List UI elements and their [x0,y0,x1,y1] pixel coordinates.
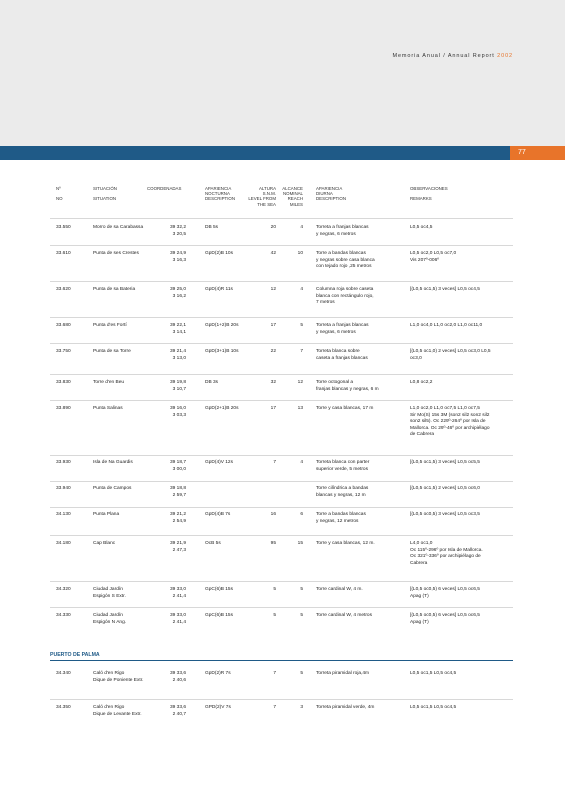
cell-coordinates: 39 33,6 2 40,7 [169,705,186,717]
cell-situation: Ciudad Jardín Espigón N Ang. [93,613,127,625]
cell-level: 7 [273,460,276,465]
cell-level: 7 [273,705,276,710]
cell-coordinates: 39 24,9 3 16,3 [169,251,186,263]
cell-situation: Punta Plana [93,512,120,517]
cell-coordinates: 39 32,2 3 20,5 [169,225,186,237]
cell-number: 33.750 [56,349,71,354]
cell-night-description: GpC(6)B 15s [205,613,233,618]
cell-number: 34.130 [56,512,71,517]
cell-level: 95 [270,541,276,546]
cell-night-description: DB 3s [205,380,219,385]
cell-coordinates: 39 33,6 2 40,6 [169,671,186,683]
cell-night-description: GpD(3+1)B 10s [205,349,239,354]
cell-number: 33.550 [56,225,71,230]
cell-remarks: [(L0,5 oc0,5) 6 veces] L0,5 oc6,5 Apag (T) [410,613,480,625]
cell-coordinates: 39 33,0 2 41,4 [169,613,186,625]
cell-remarks: L1,0 oc2,0 L1,0 oc7,5 L1,0 oc7,5 Sir Mo(S) 15s 3M (son2 sil2 son2 sil2 son2 sil5). Oc 229º-264º por Isla de Mallorca. Oc 29º-46º por archipiélago de Cabrera [410,406,490,438]
cell-coordinates: 39 22,1 3 14,1 [169,323,186,335]
cell-number: 33.610 [56,251,71,256]
cell-night-description: GpD(1+2)B 20s [205,323,239,328]
cell-night-description: GpD(4)B 7s [205,512,231,517]
report-title [392,53,513,59]
cell-situation: Cap Blanc [93,541,116,546]
col-header-coordinates: COORDENADAS [147,186,182,191]
cell-coordinates: 39 25,0 3 16,2 [169,287,186,299]
cell-day-description: Columna roja sobre caseta blanca con rectángulo rojo, 7 metros [316,287,374,306]
cell-coordinates: 39 21,9 2 47,3 [169,541,186,553]
cell-level: 16 [270,512,276,517]
cell-number: 33.680 [56,323,71,328]
cell-level: 7 [273,671,276,676]
cell-coordinates: 39 33,0 2 41,4 [169,587,186,599]
cell-level: 22 [270,349,276,354]
cell-reach: 15 [297,541,303,546]
cell-day-description: Torre cilíndrica a bandas blancas y negras, 12 m [316,486,369,498]
row-divider [50,455,513,456]
header-band [0,0,565,146]
cell-reach: 7 [300,349,303,354]
cell-situation: Isla de Na Guardis [93,460,133,465]
cell-remarks: L0,5 oc2,0 L0,5 oc7,0 Vis 207º-006º [410,251,457,263]
cell-situation: Punta de sa Bateria [93,287,136,292]
cell-reach: 5 [300,613,303,618]
cell-reach: 4 [300,460,303,465]
cell-remarks: [(L0,5 oc1,5) 3 veces] L0,5 oc4,5 [410,287,480,292]
col-header-day-description: APARIENCIA DIURNA DESCRIPTION [316,186,347,202]
cell-reach: 13 [297,406,303,411]
cell-number: 33.830 [56,380,71,385]
cell-day-description: Torreta a franjas blancas y negras, 6 metros [316,323,369,335]
row-divider [50,607,513,608]
cell-coordinates: 39 21,4 3 13,0 [169,349,186,361]
cell-reach: 4 [300,225,303,230]
section-title: PUERTO DE PALMA [50,652,100,658]
row-divider [50,317,513,318]
cell-situation: Torre d'en Beu [93,380,125,385]
row-divider [50,245,513,246]
cell-level: 20 [270,225,276,230]
cell-night-description: GpD(4)R 11s [205,287,233,292]
cell-reach: 5 [300,671,303,676]
col-header-night-description: APARIENCIA NOCTURNA DESCRIPTION [205,186,236,202]
cell-day-description: Torre cardinal W, 4 m. [316,587,363,592]
cell-day-description: Torreta a franjas blancas y negras, 6 metros [316,225,369,237]
cell-coordinates: 39 18,7 3 00,0 [169,460,186,472]
cell-remarks: L4,0 oc1,0 Oc 115º-296º por Isla de Mallorca. Oc 321º-336º por archipiélago de Cabrera [410,541,483,566]
cell-level: 12 [270,287,276,292]
cell-remarks: L0,5 oc1,5 L0,5 oc4,5 [410,705,457,710]
cell-remarks: L1,0 oc4,0 L1,0 oc2,0 L1,0 oc11,0 [410,323,483,328]
cell-day-description: Torre octogonal a franjas blancas y negras, 6 m [316,380,379,392]
cell-situation: Caló d'en Rigo Dique de Levante Extr. [93,705,142,717]
cell-night-description: OcB 5s [205,541,221,546]
cell-number: 33.940 [56,486,71,491]
row-divider [50,343,513,344]
cell-remarks: L0,5 oc4,5 [410,225,433,230]
cell-number: 34.320 [56,587,71,592]
cell-remarks: [(L0,5 oc1,5) 2 veces] L0,5 oc6,0 [410,486,480,491]
cell-night-description: GpC(6)B 15s [205,587,233,592]
cell-day-description: Torre a bandas blancas y negras sobre casa blanca con tejado rojo ,25 metros [316,251,375,270]
row-divider [50,481,513,482]
cell-number: 34.180 [56,541,71,546]
row-divider [50,535,513,536]
section-rule [50,660,513,661]
cell-remarks: L0,8 oc2,2 [410,380,433,385]
col-header-level: ALTURA S.N.M. LEVEL FROM THE SEA [248,186,276,207]
page-number: 77 [518,149,526,156]
cell-number: 33.620 [56,287,71,292]
cell-level: 42 [270,251,276,256]
cell-day-description: Torre y casa blancas, 17 m [316,406,374,411]
cell-reach: 6 [300,512,303,517]
cell-coordinates: 39 19,8 3 10,7 [169,380,186,392]
cell-situation: Punta de Campos [93,486,132,491]
col-header-reach: ALCANCE NOMINAL REACH MILES [282,186,303,207]
cell-number: 34.350 [56,705,71,710]
cell-reach: 5 [300,587,303,592]
cell-level: 5 [273,587,276,592]
header-rule [50,218,513,219]
cell-remarks: [(L0,5 oc0,5) 6 veces] L0,5 oc6,5 Apag (T) [410,587,480,599]
cell-number: 34.330 [56,613,71,618]
cell-day-description: Torre cardinal W, 4 metros [316,613,372,618]
blue-bar [0,146,510,160]
cell-reach: 10 [297,251,303,256]
cell-situation: Punta Salinas [93,406,123,411]
col-header-situation: SITUACIÓN SITUATION [93,186,117,202]
cell-night-description: GpD(2+1)B 20s [205,406,239,411]
col-header-no: Nº NO [56,186,63,202]
cell-night-description: GpD(4)V 12s [205,460,233,465]
cell-coordinates: 39 16,0 3 03,3 [169,406,186,418]
cell-reach: 12 [297,380,303,385]
cell-night-description: DB 5s [205,225,219,230]
cell-night-description: GpD(2)B 10s [205,251,233,256]
cell-number: 33.890 [56,406,71,411]
cell-remarks: [(L0,5 oc0,5) 3 veces] L0,5 oc3,5 [410,512,480,517]
cell-situation: Morro de sa Carabassa [93,225,144,230]
cell-level: 17 [270,406,276,411]
cell-day-description: Torre a bandas blancas y negras, 12 metros [316,512,366,524]
cell-coordinates: 39 18,8 2 59,7 [169,486,186,498]
row-divider [50,374,513,375]
row-divider [50,281,513,282]
report-year: 2002 [497,53,513,59]
cell-day-description: Torre y casa blancas, 12 m. [316,541,375,546]
row-divider [50,400,513,401]
report-title-text: Memoria Anual / Annual Report [392,53,495,59]
cell-number: 33.930 [56,460,71,465]
cell-remarks: L0,5 oc1,5 L0,5 oc4,5 [410,671,457,676]
cell-situation: Punta d'es Fortí [93,323,127,328]
cell-situation: Ciudad Jardín Espigón S Extr. [93,587,126,599]
cell-number: 34.340 [56,671,71,676]
cell-level: 17 [270,323,276,328]
row-divider [50,507,513,508]
cell-reach: 5 [300,323,303,328]
cell-night-description: GPD(2)V 7s [205,705,231,710]
cell-situation: Caló d'en Rigo Dique de Poniente Extr. [93,671,144,683]
cell-coordinates: 39 21,2 2 54,9 [169,512,186,524]
cell-night-description: GpD(2)R 7s [205,671,231,676]
cell-remarks: [(L0,5 oc1,5) 3 veces] L0,5 oc5,5 [410,460,480,465]
cell-reach: 3 [300,705,303,710]
cell-remarks: [(L0,5 oc1,0) 2 veces] L0,5 oc3,0 L0,5 oc3,0 [410,349,491,361]
col-header-remarks: OBSERVACIONES REMARKS [410,186,448,202]
cell-situation: Punta de ses Crestes [93,251,139,256]
cell-day-description: Torreta piramidal verde, 4m [316,705,375,710]
cell-situation: Punta de sa Torre [93,349,131,354]
cell-reach: 4 [300,287,303,292]
row-divider [50,699,513,700]
row-divider [50,581,513,582]
cell-level: 5 [273,613,276,618]
cell-level: 32 [270,380,276,385]
cell-day-description: Torreta blanca con parter superior verde, 5 metros [316,460,370,472]
cell-day-description: Torreta blanca sobre caseta a franjas blancas [316,349,368,361]
cell-day-description: Torreta piramidal roja,4m [316,671,370,676]
